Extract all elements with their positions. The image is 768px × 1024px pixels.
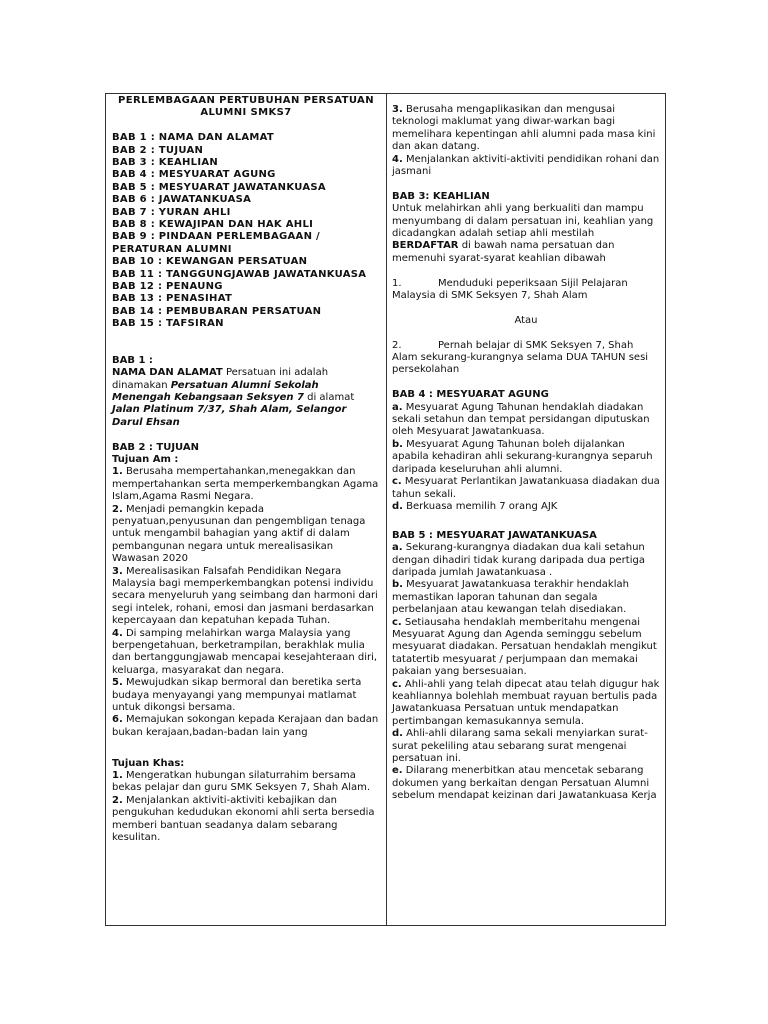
list-item: 4. Menjalankan aktiviti-aktiviti pendidikan rohani dan jasmani: [392, 153, 660, 178]
right-column: [392, 104, 660, 803]
toc-item: BAB 5 : MESYUARAT JAWATANKUASA: [112, 181, 326, 193]
section-bab1: [112, 355, 380, 429]
toc-item: BAB 10 : KEWANGAN PERSATUAN: [112, 256, 308, 268]
toc-item: BAB 15 : TAFSIRAN: [112, 318, 224, 330]
paragraph: NAMA DAN ALAMAT Persatuan ini adalah dinamakan Persatuan Alumni Sekolah Menengah Kebangsaan Seksyen 7 di alamat Jalan Platinum 7/37, Shah Alam, Selangor Darul Ehsan: [112, 367, 355, 428]
toc-item: BAB 8 : KEWAJIPAN DAN HAK AHLI: [112, 219, 314, 231]
section-heading: BAB 2 : TUJUAN: [112, 441, 199, 453]
section-heading: BAB 5 : MESYUARAT JAWATANKUASA: [392, 529, 597, 541]
atau-text: Atau: [514, 314, 538, 326]
list-item: b. Mesyuarat Agung Tahunan boleh dijalankan apabila kehadiran ahli sekurang-kurangnya separuh daripada keseluruhan ahli alumni.: [392, 438, 653, 475]
list-item: 3. Berusaha mengaplikasikan dan mengusai teknologi maklumat yang diwar-warkan bagi memelihara kepentingan ahli alumni pada masa kini dan akan datang.: [392, 104, 656, 153]
list-item: a. Mesyuarat Agung Tahunan hendaklah diadakan sekali setahun dan tempat persidangan diputuskan oleh Mesyuarat Jawatankuasa.: [392, 401, 650, 438]
list-item: 1. Mengeratkan hubungan silaturrahim bersama bekas pelajar dan guru SMK Seksyen 7, Shah Alam.: [112, 770, 371, 794]
paragraph: Untuk melahirkan ahli yang berkualiti dan mampu menyumbang di dalam persatuan ini, keahlian yang dicadangkan adalah setiap ahli mestilah BERDAFTAR di bawah nama persatuan dan memenuhi syarat-syarat keahlian dibawah: [392, 203, 654, 264]
list-item: 3. Merealisasikan Falsafah Pendidikan Negara Malaysia bagi memperkembangkan potensi individu secara menyeluruh yang seimbang dan harmoni dari segi intelek, rohani, emosi dan jasmani berdasarkan kepercayaan dan kepatuhan kepada Tuhan.: [112, 565, 378, 627]
list-item: 5. Mewujudkan sikap bermoral dan beretika serta budaya menyayangi yang mempunyai matlamat untuk dikongsi bersama.: [112, 677, 362, 714]
toc-item: BAB 2 : TUJUAN: [112, 144, 204, 156]
list-item: 1. Menduduki peperiksaan Sijil Pelajaran Malaysia di SMK Seksyen 7, Shah Alam: [392, 277, 628, 302]
table-of-contents: [112, 132, 380, 331]
section-bab4: [392, 389, 660, 513]
list-item: 4. Di samping melahirkan warga Malaysia yang berpengetahuan, berketrampilan, berakhlak mulia dan bertanggungjawab mencapai kesejahteraan diri, keluarga, masyarakat dan negara.: [112, 627, 378, 676]
list-item: 2. Menjadi pemangkin kepada penyatuan,penyusunan dan pengembligan tenaga untuk mengambil bahagian yang aktif di dalam pembangunan negara untuk merealisasikan Wawasan 2020: [112, 503, 366, 565]
list-item: d. Berkuasa memilih 7 orang AJK: [392, 500, 558, 512]
toc-item: BAB 9 : PINDAAN PERLEMBAGAAN / PERATURAN ALUMNI: [112, 231, 320, 255]
list-item: 2. Menjalankan aktiviti-aktiviti kebajikan dan pengukuhan kedudukan ekonomi ahli serta bersedia memberi bantuan seadanya dalam sebarang kesulitan.: [112, 794, 375, 844]
toc-item: BAB 7 : YURAN AHLI: [112, 206, 231, 218]
section-bab5: [392, 530, 660, 803]
toc-item: BAB 3 : KEAHLIAN: [112, 157, 219, 169]
list-item: d. Ahli-ahli dilarang sama sekali menyiarkan surat-surat pekeliling atau sebarang surat mengenai persatuan ini.: [392, 728, 648, 765]
toc-item: BAB 6 : JAWATANKUASA: [112, 194, 252, 206]
section-bab3: [392, 191, 660, 377]
list-item: 1. Berusaha mempertahankan,menegakkan dan mempertahankan serta memperkembangkan Agama Islam,Agama Rasmi Negara.: [112, 466, 379, 503]
subheading: Tujuan Am :: [112, 453, 179, 465]
toc-item: BAB 11 : TANGGUNGJAWAB JAWATANKUASA: [112, 268, 367, 280]
section-bab2: [112, 442, 380, 845]
left-column: [112, 95, 380, 845]
list-item: c. Setiausaha hendaklah memberitahu mengenai Mesyuarat Agung dan Agenda seminggu sebelum mesyuarat diadakan. Persatuan hendaklah mengikut tatatertib mesyuarat / perjumpaan dan memakai pakaian yang bersesuaian.: [392, 616, 657, 678]
section-heading: BAB 4 : MESYUARAT AGUNG: [392, 389, 549, 401]
section-heading: BAB 3: KEAHLIAN: [392, 190, 490, 202]
list-item: c. Ahli-ahli yang telah dipecat atau telah digugur hak keahliannya bolehlah membuat rayuan bertulis pada Jawatankuasa Persatuan untuk mendapatkan pertimbangan kemasukannya semula.: [392, 678, 660, 727]
toc-item: BAB 12 : PENAUNG: [112, 281, 223, 293]
list-item: 2. Pernah belajar di SMK Seksyen 7, Shah Alam sekurang-kurangnya selama DUA TAHUN sesi persekolahan: [392, 339, 649, 376]
toc-item: BAB 14 : PEMBUBARAN PERSATUAN: [112, 305, 322, 317]
list-item: c. Mesyuarat Perlantikan Jawatankuasa diadakan dua tahun sekali.: [392, 476, 660, 500]
list-item: e. Dilarang menerbitkan atau mencetak sebarang dokumen yang berkaitan dengan Persatuan Alumni sebelum mendapat keizinan dari Jawatankuasa Kerja: [392, 765, 657, 802]
toc-item: BAB 13 : PENASIHAT: [112, 293, 233, 305]
subheading: Tujuan Khas:: [112, 757, 185, 769]
list-item: b. Mesyuarat Jawatankuasa terakhir hendaklah memastikan laporan tahunan dan segala perbelanjaan atau kewangan telah disediakan.: [392, 579, 629, 616]
list-item: a. Sekurang-kurangnya diadakan dua kali setahun dengan dihadiri tidak kurang daripada dua pertiga daripada jumlah Jawatankuasa .: [392, 542, 645, 578]
toc-item: BAB 1 : NAMA DAN ALAMAT: [112, 132, 275, 144]
column-divider: [386, 93, 387, 926]
list-item: 6. Memajukan sokongan kepada Kerajaan dan badan bukan kerajaan,badan-badan lain yang: [112, 714, 379, 738]
section-heading: BAB 1 :: [112, 354, 153, 366]
toc-item: BAB 4 : MESYUARAT AGUNG: [112, 169, 276, 181]
document-title: PERLEMBAGAAN PERTUBUHAN PERSATUAN ALUMNI SMKS7: [118, 95, 374, 119]
